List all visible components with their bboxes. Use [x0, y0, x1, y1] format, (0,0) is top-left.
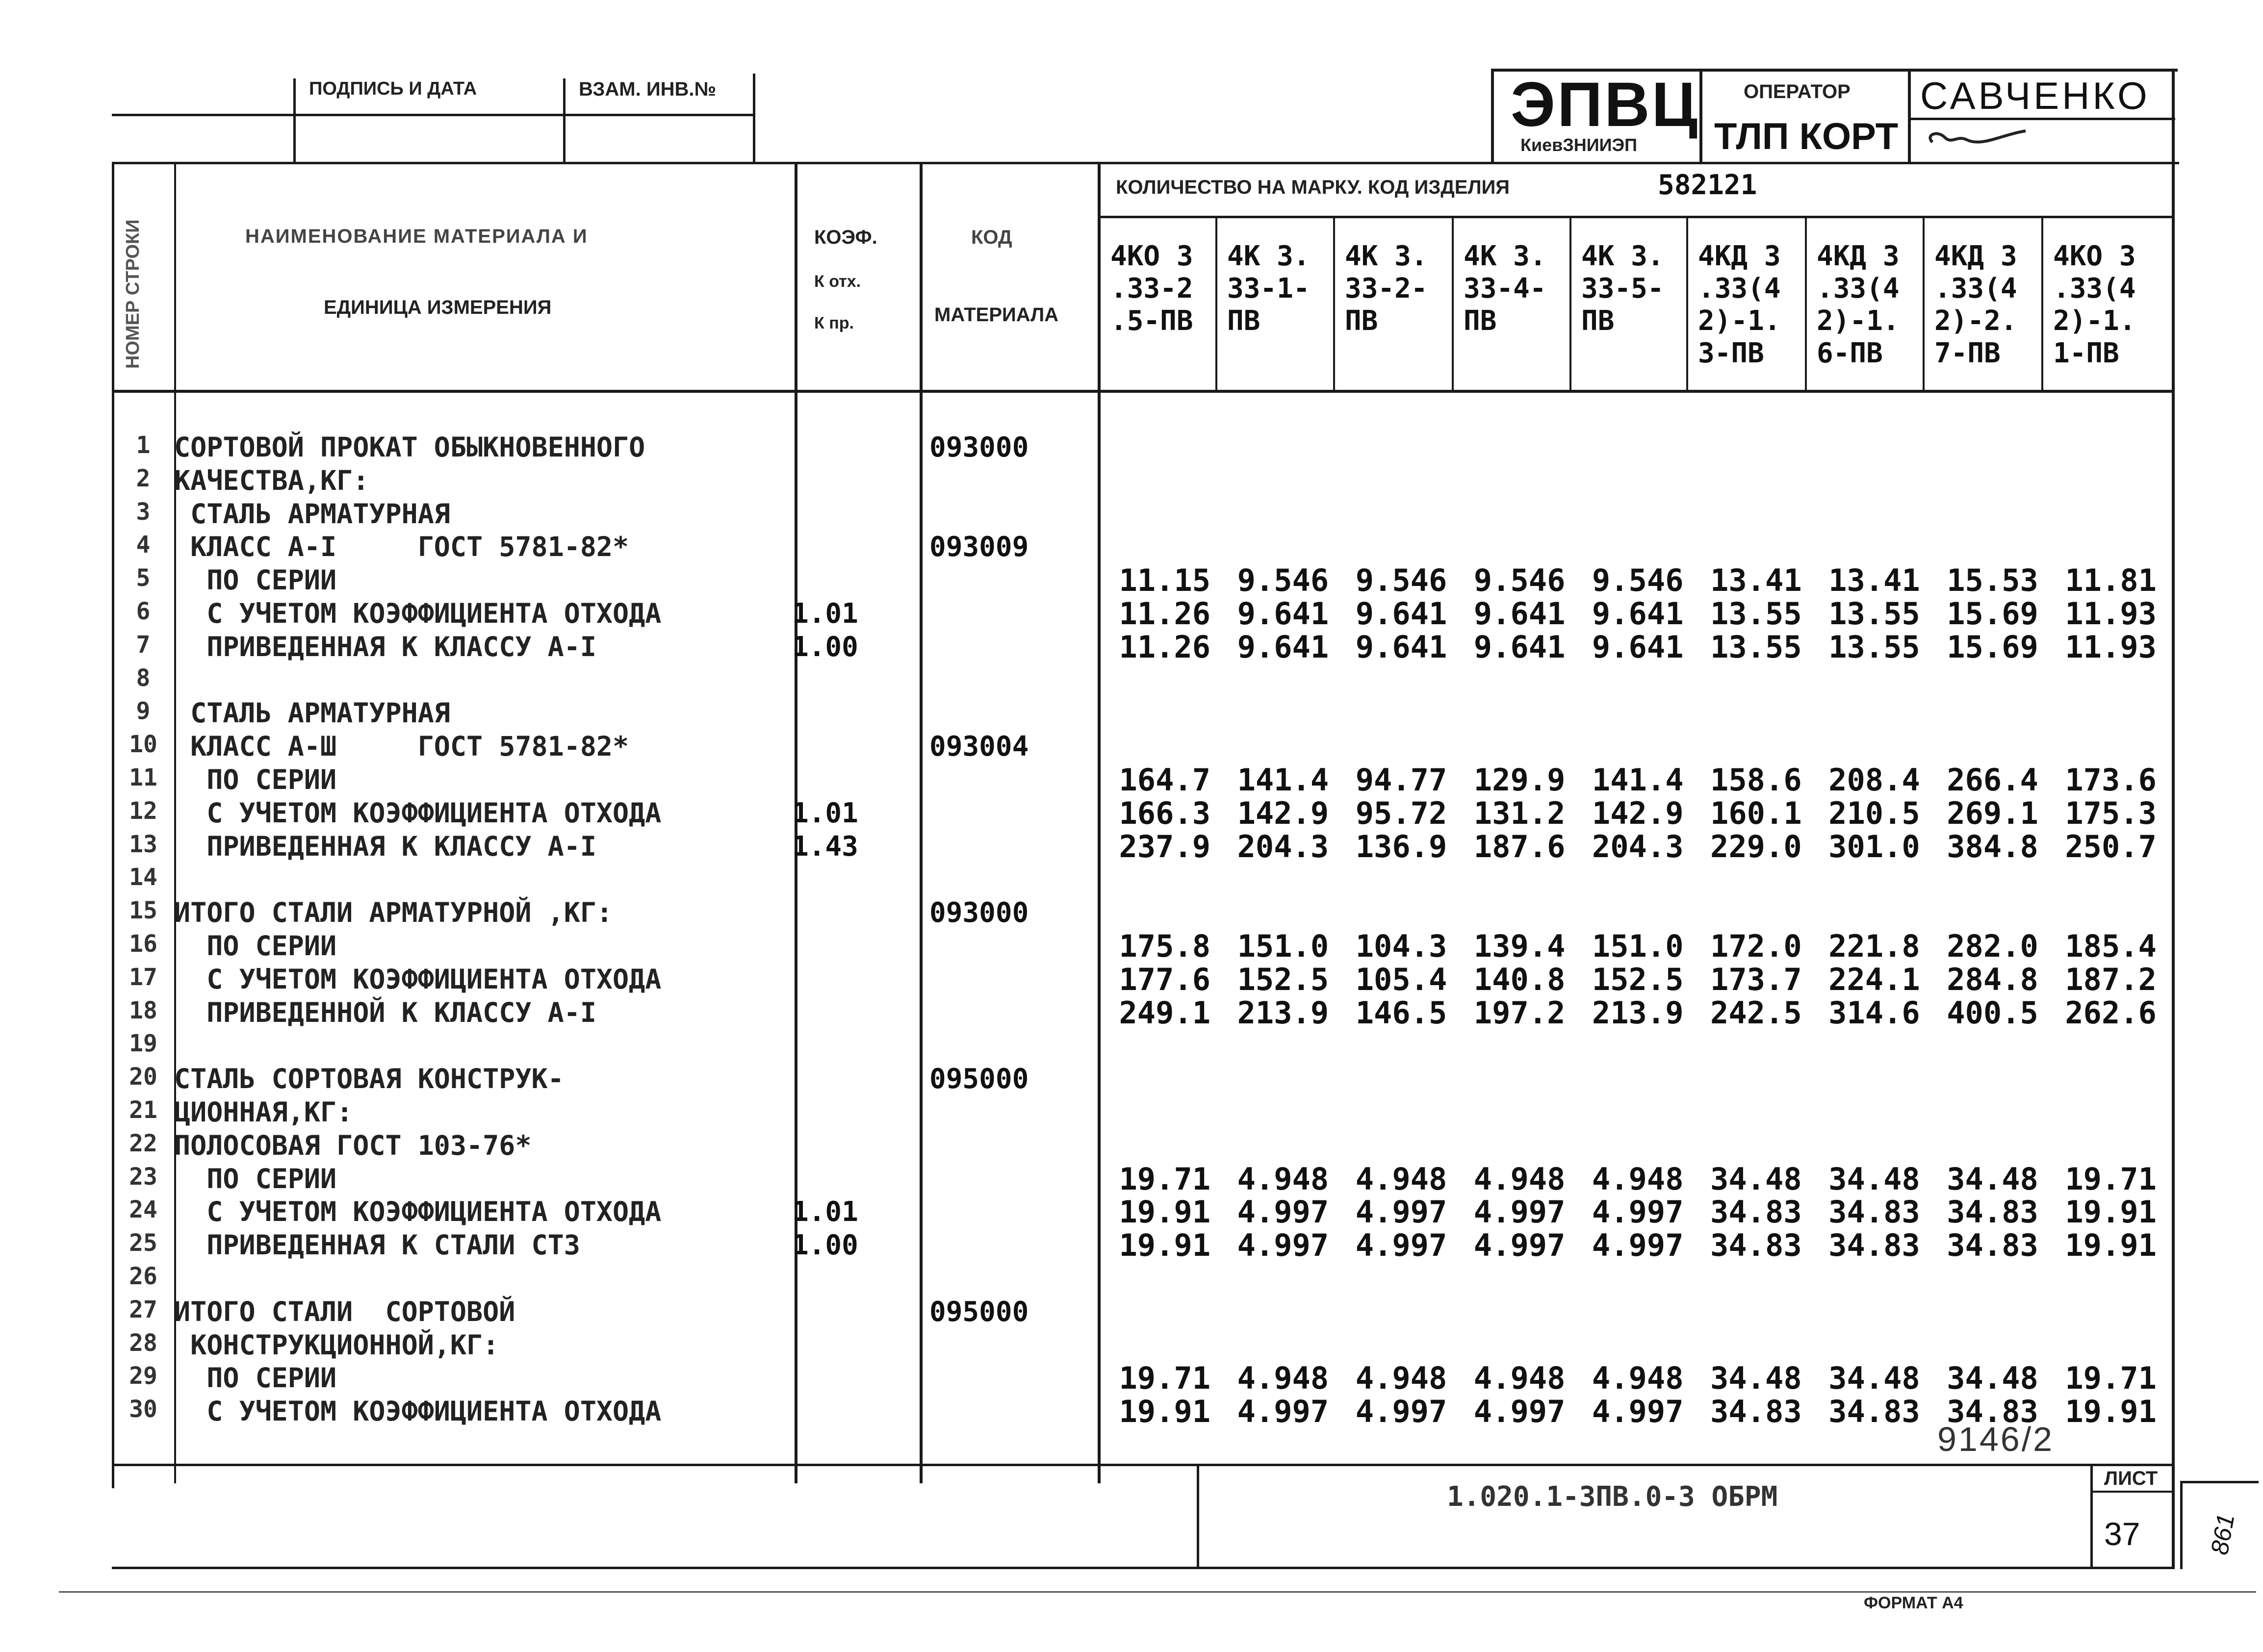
row-number: 19 — [129, 1030, 157, 1057]
column-header: 4К 3. 33-2- ПВ — [1345, 240, 1428, 337]
quantity-cell: 139.4 — [1473, 928, 1566, 964]
row-material-text: СТАЛЬ АРМАТУРНАЯ — [174, 498, 450, 530]
row-number: 23 — [129, 1163, 157, 1191]
quantity-cell: 172.0 — [1710, 928, 1802, 964]
row-material-code: 093009 — [929, 531, 1029, 563]
table-row — [1101, 1360, 2165, 1395]
row-material-code: 095000 — [929, 1296, 1029, 1328]
quantity-cell: 213.9 — [1592, 995, 1684, 1031]
quantity-cell: 11.93 — [2065, 629, 2157, 665]
quantity-cell: 19.91 — [2065, 1227, 2157, 1263]
quantity-cell: 141.4 — [1237, 762, 1329, 798]
row-material-text: С УЧЕТОМ КОЭФФИЦИЕНТА ОТХОДА — [174, 797, 662, 829]
quantity-cell: 4.997 — [1355, 1194, 1447, 1230]
row-material-text: ПО СЕРИИ — [174, 1362, 337, 1394]
quantity-cell: 164.7 — [1119, 762, 1211, 798]
row-number: 24 — [129, 1196, 157, 1223]
coef-header-3: К пр. — [814, 314, 854, 332]
row-coefficient: 1.43 — [792, 831, 858, 863]
operator-value: ТЛП КОРТ — [1714, 116, 1899, 157]
quantity-cell: 34.48 — [1947, 1161, 2038, 1197]
row-number: 1 — [136, 432, 151, 459]
quantity-cell: 221.8 — [1828, 928, 1920, 964]
row-material-text: СТАЛЬ АРМАТУРНАЯ — [174, 697, 450, 729]
quantity-cell: 140.8 — [1473, 962, 1566, 997]
quantity-cell: 269.1 — [1947, 795, 2038, 831]
quantity-cell: 13.41 — [1828, 562, 1920, 598]
quantity-cell: 175.8 — [1119, 928, 1211, 964]
quantity-cell: 19.71 — [1119, 1161, 1211, 1197]
sheet-number: 37 — [2104, 1516, 2140, 1552]
org-sub: КиевЗНИИЭП — [1520, 135, 1638, 155]
operator-label: ОПЕРАТОР — [1744, 81, 1851, 102]
quantity-cell: 384.8 — [1947, 829, 2038, 864]
table-row — [1101, 928, 2165, 963]
column-header: 4КД 3 .33(4 2)-2. 7-ПВ — [1934, 240, 2017, 369]
quantity-cell: 262.6 — [2065, 995, 2157, 1031]
row-material-text: ПРИВЕДЕННАЯ К КЛАССУ А-I — [174, 831, 596, 862]
row-material-text: ПРИВЕДЕННОЙ К КЛАССУ А-I — [174, 997, 596, 1028]
row-number: 2 — [136, 465, 151, 492]
quantity-cell: 19.71 — [1119, 1360, 1211, 1396]
quantity-cell: 19.71 — [2065, 1161, 2157, 1197]
row-number: 10 — [129, 731, 157, 758]
quantity-cell: 13.55 — [1710, 596, 1802, 632]
quantity-cell: 15.69 — [1947, 629, 2038, 665]
quantity-cell: 19.91 — [1119, 1394, 1211, 1429]
quantity-cell: 4.997 — [1355, 1227, 1447, 1263]
material-header-1: НАИМЕНОВАНИЕ МАТЕРИАЛА И — [245, 226, 588, 247]
row-material-text: КЛАСС А-I ГОСТ 5781-82* — [174, 531, 629, 562]
row-coefficient: 1.01 — [792, 1196, 858, 1228]
quantity-cell: 34.48 — [1710, 1161, 1802, 1197]
coef-header-2: К отх. — [814, 272, 861, 291]
row-material-text: С УЧЕТОМ КОЭФФИЦИЕНТА ОТХОДА — [174, 1396, 662, 1427]
row-coefficient: 1.00 — [792, 631, 858, 663]
row-number: 26 — [129, 1263, 157, 1290]
quantity-cell: 11.15 — [1119, 562, 1211, 598]
row-material-text: ИТОГО СТАЛИ АРМАТУРНОЙ ,КГ: — [174, 897, 613, 928]
row-number: 8 — [136, 664, 151, 692]
quantity-cell: 34.83 — [1947, 1194, 2038, 1230]
quantity-cell: 4.997 — [1355, 1394, 1447, 1429]
quantity-cell: 11.81 — [2065, 562, 2157, 598]
product-code: 582121 — [1658, 169, 1757, 201]
quantity-cell: 13.55 — [1828, 596, 1920, 632]
row-number: 11 — [129, 764, 157, 791]
row-material-code: 093000 — [929, 432, 1029, 463]
quantity-cell: 4.948 — [1473, 1360, 1566, 1396]
quantity-cell: 9.641 — [1237, 629, 1329, 665]
row-material-text: КАЧЕСТВА,КГ: — [174, 465, 369, 496]
quantity-cell: 142.9 — [1237, 795, 1329, 831]
quantity-cell: 4.997 — [1592, 1194, 1684, 1230]
margin-number: 861 — [2205, 1512, 2240, 1557]
column-header: 4КД 3 .33(4 2)-1. 3-ПВ — [1698, 240, 1781, 369]
quantity-cell: 4.948 — [1473, 1161, 1566, 1197]
quantity-cell: 142.9 — [1592, 795, 1684, 831]
quantity-cell: 9.641 — [1237, 596, 1329, 632]
quantity-cell: 204.3 — [1592, 829, 1684, 864]
quantity-cell: 9.641 — [1355, 596, 1447, 632]
quantity-cell: 208.4 — [1828, 762, 1920, 798]
quantity-cell: 213.9 — [1237, 995, 1329, 1031]
quantity-cell: 266.4 — [1947, 762, 2038, 798]
column-header: 4КО 3 .33-2 .5-ПВ — [1110, 240, 1193, 337]
material-header-2: ЕДИНИЦА ИЗМЕРЕНИЯ — [324, 297, 552, 318]
row-number: 13 — [129, 831, 157, 858]
row-material-text: СТАЛЬ СОРТОВАЯ КОНСТРУК- — [174, 1063, 564, 1094]
quantity-cell: 94.77 — [1355, 762, 1447, 798]
table-row — [1101, 762, 2165, 796]
format-label: ФОРМАТ А4 — [1864, 1594, 1963, 1612]
row-number: 22 — [129, 1130, 157, 1157]
row-material-text: СОРТОВОЙ ПРОКАТ ОБЫКНОВЕННОГО — [174, 432, 645, 463]
quantity-cell: 314.6 — [1828, 995, 1920, 1031]
quantity-cell: 4.948 — [1355, 1360, 1447, 1396]
quantity-cell: 175.3 — [2065, 795, 2157, 831]
row-coefficient: 1.01 — [792, 598, 858, 630]
quantity-cell: 400.5 — [1947, 995, 2038, 1031]
quantity-cell: 146.5 — [1355, 995, 1447, 1031]
quantity-cell: 4.948 — [1592, 1360, 1684, 1396]
quantity-cell: 9.641 — [1592, 596, 1684, 632]
quantity-cell: 187.6 — [1473, 829, 1566, 864]
replaced-inventory-label: ВЗАМ. ИНВ.№ — [579, 78, 717, 100]
quantity-cell: 9.641 — [1355, 629, 1447, 665]
row-number: 30 — [129, 1396, 157, 1423]
row-material-code: 095000 — [929, 1063, 1029, 1095]
column-header: 4КД 3 .33(4 2)-1. 6-ПВ — [1817, 240, 1900, 369]
quantity-cell: 9.546 — [1355, 562, 1447, 598]
row-material-code: 093000 — [929, 897, 1029, 929]
row-number: 25 — [129, 1229, 157, 1257]
quantity-cell: 11.93 — [2065, 596, 2157, 632]
quantity-cell: 15.69 — [1947, 596, 2038, 632]
row-material-text: КОНСТРУКЦИОННОЙ,КГ: — [174, 1329, 499, 1361]
quantity-cell: 224.1 — [1828, 962, 1920, 997]
row-coefficient: 1.00 — [792, 1229, 858, 1261]
quantity-cell: 4.997 — [1237, 1227, 1329, 1263]
table-row — [1101, 1194, 2165, 1228]
quantity-cell: 158.6 — [1710, 762, 1802, 798]
quantity-cell: 4.948 — [1237, 1360, 1329, 1396]
code-header-2: МАТЕРИАЛА — [934, 304, 1059, 326]
quantity-cell: 129.9 — [1473, 762, 1566, 798]
quantity-cell: 141.4 — [1592, 762, 1684, 798]
quantity-cell: 9.546 — [1237, 562, 1329, 598]
row-number: 12 — [129, 797, 157, 825]
quantity-cell: 4.948 — [1237, 1161, 1329, 1197]
row-material-text: ПО СЕРИИ — [174, 564, 337, 596]
table-row — [1101, 596, 2165, 630]
row-number: 5 — [136, 564, 151, 592]
quantity-cell: 242.5 — [1710, 995, 1802, 1031]
quantity-cell: 9.546 — [1592, 562, 1684, 598]
row-material-text: ПО СЕРИИ — [174, 930, 337, 962]
table-row — [1101, 1227, 2165, 1262]
row-material-code: 093004 — [929, 731, 1029, 762]
signature-icon — [1923, 120, 2045, 159]
row-number: 29 — [129, 1362, 157, 1390]
row-number: 16 — [129, 930, 157, 958]
row-number: 14 — [129, 864, 157, 891]
row-material-text: ПО СЕРИИ — [174, 1163, 337, 1195]
quantity-cell: 9.641 — [1473, 596, 1566, 632]
row-number: 7 — [136, 631, 151, 659]
quantity-cell: 131.2 — [1473, 795, 1566, 831]
row-number: 20 — [129, 1063, 157, 1091]
quantity-cell: 34.48 — [1710, 1360, 1802, 1396]
qty-header: КОЛИЧЕСТВО НА МАРКУ. КОД ИЗДЕЛИЯ — [1116, 177, 1510, 198]
row-number: 9 — [136, 697, 151, 725]
table-row — [1101, 829, 2165, 863]
table-row — [1101, 795, 2165, 830]
quantity-cell: 237.9 — [1119, 829, 1211, 864]
row-number: 18 — [129, 997, 157, 1024]
table-row — [1101, 1161, 2165, 1195]
quantity-cell: 4.997 — [1592, 1394, 1684, 1429]
quantity-cell: 177.6 — [1119, 962, 1211, 997]
row-material-text: С УЧЕТОМ КОЭФФИЦИЕНТА ОТХОДА — [174, 1196, 662, 1227]
row-material-text: ПРИВЕДЕННАЯ К КЛАССУ А-I — [174, 631, 596, 662]
quantity-cell: 11.26 — [1119, 629, 1211, 665]
row-number-header: НОМЕР СТРОКИ — [123, 219, 143, 369]
quantity-cell: 34.83 — [1828, 1194, 1920, 1230]
row-number: 3 — [136, 498, 151, 526]
quantity-cell: 95.72 — [1355, 795, 1447, 831]
quantity-cell: 19.91 — [1119, 1227, 1211, 1263]
quantity-cell: 13.55 — [1710, 629, 1802, 665]
quantity-cell: 301.0 — [1828, 829, 1920, 864]
quantity-cell: 9.641 — [1473, 629, 1566, 665]
quantity-cell: 4.948 — [1355, 1161, 1447, 1197]
row-number: 6 — [136, 598, 151, 625]
quantity-cell: 136.9 — [1355, 829, 1447, 864]
row-material-text: КЛАСС А-Ш ГОСТ 5781-82* — [174, 731, 629, 762]
quantity-cell: 185.4 — [2065, 928, 2157, 964]
table-row — [1101, 562, 2165, 597]
quantity-cell: 187.2 — [2065, 962, 2157, 997]
quantity-cell: 34.83 — [1947, 1227, 2038, 1263]
row-material-text: ЦИОННАЯ,КГ: — [174, 1096, 353, 1128]
quantity-cell: 34.48 — [1828, 1360, 1920, 1396]
column-header: 4К 3. 33-5- ПВ — [1581, 240, 1664, 337]
quantity-cell: 34.83 — [1710, 1194, 1802, 1230]
row-coefficient: 1.01 — [792, 797, 858, 829]
handwritten-number: 9146/2 — [1937, 1420, 2055, 1458]
row-number: 17 — [129, 964, 157, 991]
quantity-cell: 34.48 — [1828, 1161, 1920, 1197]
table-row — [1101, 629, 2165, 663]
quantity-cell: 15.53 — [1947, 562, 2038, 598]
column-header: 4К 3. 33-4- ПВ — [1464, 240, 1546, 337]
quantity-cell: 210.5 — [1828, 795, 1920, 831]
signature-date-label: ПОДПИСЬ И ДАТА — [309, 78, 477, 99]
row-material-text: С УЧЕТОМ КОЭФФИЦИЕНТА ОТХОДА — [174, 598, 662, 629]
quantity-cell: 34.83 — [1828, 1227, 1920, 1263]
quantity-cell: 152.5 — [1592, 962, 1684, 997]
quantity-cell: 249.1 — [1119, 995, 1211, 1031]
quantity-cell: 160.1 — [1710, 795, 1802, 831]
quantity-cell: 13.41 — [1710, 562, 1802, 598]
quantity-cell: 284.8 — [1947, 962, 2038, 997]
quantity-cell: 19.91 — [1119, 1194, 1211, 1230]
row-number: 21 — [129, 1096, 157, 1124]
quantity-cell: 151.0 — [1237, 928, 1329, 964]
quantity-cell: 104.3 — [1355, 928, 1447, 964]
quantity-cell: 4.997 — [1237, 1194, 1329, 1230]
sheet-label: ЛИСТ — [2104, 1468, 2158, 1489]
quantity-cell: 4.997 — [1237, 1394, 1329, 1429]
column-header: 4К 3. 33-1- ПВ — [1227, 240, 1310, 337]
quantity-cell: 4.997 — [1592, 1227, 1684, 1263]
quantity-cell: 250.7 — [2065, 829, 2157, 864]
org-stamp: ЭПВЦ — [1511, 70, 1699, 140]
quantity-cell: 105.4 — [1355, 962, 1447, 997]
row-number: 4 — [136, 531, 151, 559]
quantity-cell: 34.83 — [1828, 1394, 1920, 1429]
quantity-cell: 19.91 — [2065, 1194, 2157, 1230]
quantity-cell: 173.7 — [1710, 962, 1802, 997]
row-number: 15 — [129, 897, 157, 924]
coef-header-1: КОЭФ. — [814, 227, 877, 248]
quantity-cell: 19.91 — [2065, 1394, 2157, 1429]
row-material-text: С УЧЕТОМ КОЭФФИЦИЕНТА ОТХОДА — [174, 964, 662, 995]
quantity-cell: 34.83 — [1710, 1394, 1802, 1429]
quantity-cell: 4.997 — [1473, 1194, 1566, 1230]
quantity-cell: 229.0 — [1710, 829, 1802, 864]
quantity-cell: 9.546 — [1473, 562, 1566, 598]
quantity-cell: 166.3 — [1119, 795, 1211, 831]
row-number: 28 — [129, 1329, 157, 1357]
column-header: 4КО 3 .33(4 2)-1. 1-ПВ — [2053, 240, 2136, 369]
table-row — [1101, 962, 2165, 996]
code-header-1: КОД — [971, 227, 1012, 248]
quantity-cell: 4.997 — [1473, 1227, 1566, 1263]
quantity-cell: 4.948 — [1592, 1161, 1684, 1197]
quantity-cell: 34.48 — [1947, 1360, 2038, 1396]
row-material-text: ИТОГО СТАЛИ СОРТОВОЙ — [174, 1296, 515, 1327]
quantity-cell: 173.6 — [2065, 762, 2157, 798]
quantity-cell: 34.83 — [1710, 1227, 1802, 1263]
quantity-cell: 34.83 — [1947, 1394, 2038, 1429]
quantity-cell: 151.0 — [1592, 928, 1684, 964]
quantity-cell: 13.55 — [1828, 629, 1920, 665]
operator-name: САВЧЕНКО — [1920, 74, 2150, 117]
row-material-text: ПО СЕРИИ — [174, 764, 337, 795]
quantity-cell: 152.5 — [1237, 962, 1329, 997]
quantity-cell: 282.0 — [1947, 928, 2038, 964]
row-material-text: ПРИВЕДЕННАЯ К СТАЛИ СТ3 — [174, 1229, 580, 1261]
quantity-cell: 4.997 — [1473, 1394, 1566, 1429]
quantity-cell: 11.26 — [1119, 596, 1211, 632]
quantity-cell: 9.641 — [1592, 629, 1684, 665]
quantity-cell: 204.3 — [1237, 829, 1329, 864]
quantity-cell: 19.71 — [2065, 1360, 2157, 1396]
row-number: 27 — [129, 1296, 157, 1323]
row-material-text: ПОЛОСОВАЯ ГОСТ 103-76* — [174, 1130, 532, 1161]
quantity-cell: 197.2 — [1473, 995, 1566, 1031]
table-row — [1101, 995, 2165, 1029]
document-code: 1.020.1-3ПВ.0-3 ОБРМ — [1447, 1481, 1778, 1513]
